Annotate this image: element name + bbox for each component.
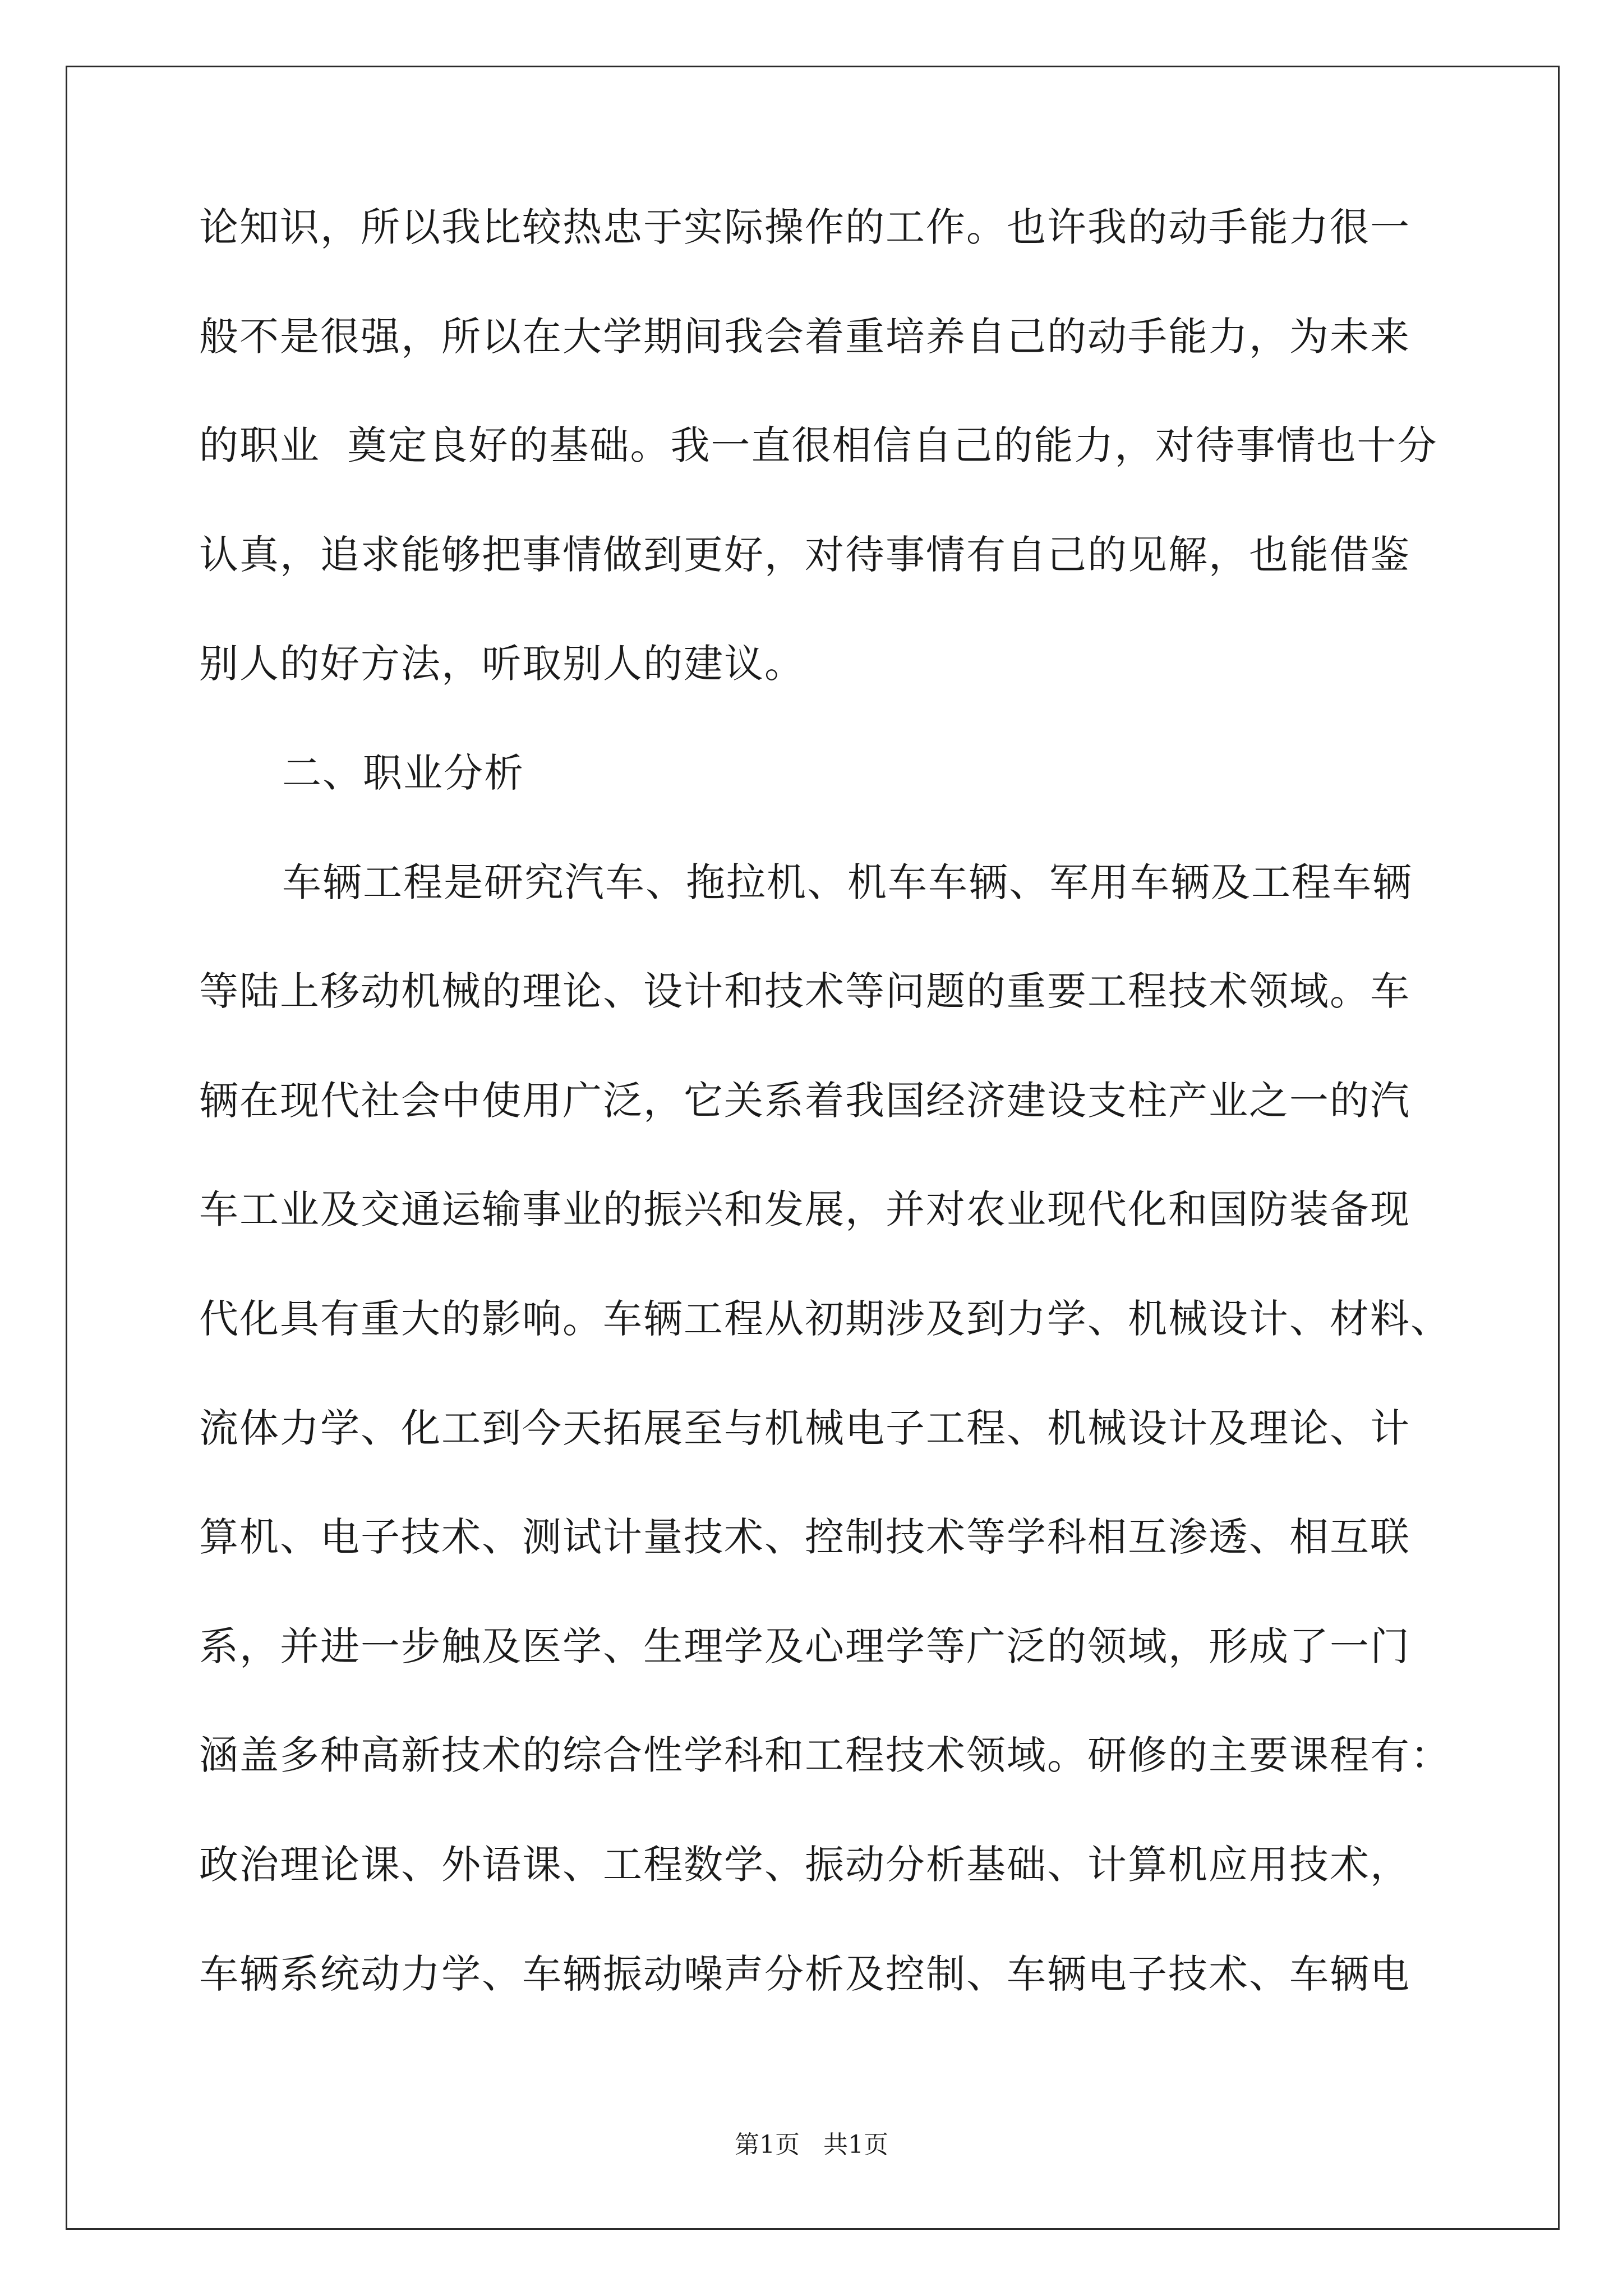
text-line: 系，并进一步触及医学、生理学及心理学等广泛的领域，形成了一门: [199, 1623, 1410, 1669]
text-line: 流体力学、化工到今天拓展至与机械电子工程、机械设计及理论、计: [199, 1405, 1410, 1451]
text-line: 政治理论课、外语课、工程数学、振动分析基础、计算机应用技术，: [199, 1841, 1410, 1888]
text-line: 等陆上移动机械的理论、设计和技术等问题的重要工程技术领域。车: [199, 968, 1410, 1015]
text-line: 代化具有重大的影响。车辆工程从初期涉及到力学、机械设计、材料、: [199, 1295, 1451, 1342]
section-heading: 二、职业分析: [282, 749, 524, 796]
page-number-footer: 第1页 共1页: [735, 2131, 888, 2159]
text-line: 别人的好方法，听取别人的建议。: [199, 641, 805, 687]
text-line: 车工业及交通运输事业的振兴和发展，并对农业现代化和国防装备现: [199, 1186, 1410, 1233]
text-line: 涵盖多种高新技术的综合性学科和工程技术领域。研修的主要课程有：: [199, 1732, 1451, 1779]
text-line: 的职业 奠定良好的基础。我一直很相信自己的能力，对待事情也十分: [199, 422, 1438, 469]
paragraph-first-line: 车辆工程是研究汽车、拖拉机、机车车辆、军用车辆及工程车辆: [282, 859, 1413, 905]
text-line: 论知识，所以我比较热忠于实际操作的工作。也许我的动手能力很一: [199, 204, 1410, 250]
text-line: 车辆系统动力学、车辆振动噪声分析及控制、车辆电子技术、车辆电: [199, 1950, 1410, 1997]
document-body: [199, 204, 1489, 2063]
text-line: 辆在现代社会中使用广泛，它关系着我国经济建设支柱产业之一的汽: [199, 1077, 1410, 1124]
text-line: 算机、电子技术、测试计量技术、控制技术等学科相互渗透、相互联: [199, 1514, 1410, 1561]
text-line: 般不是很强，所以在大学期间我会着重培养自己的动手能力，为未来: [199, 313, 1410, 360]
text-line: 认真，追求能够把事情做到更好，对待事情有自己的见解，也能借鉴: [199, 531, 1410, 578]
